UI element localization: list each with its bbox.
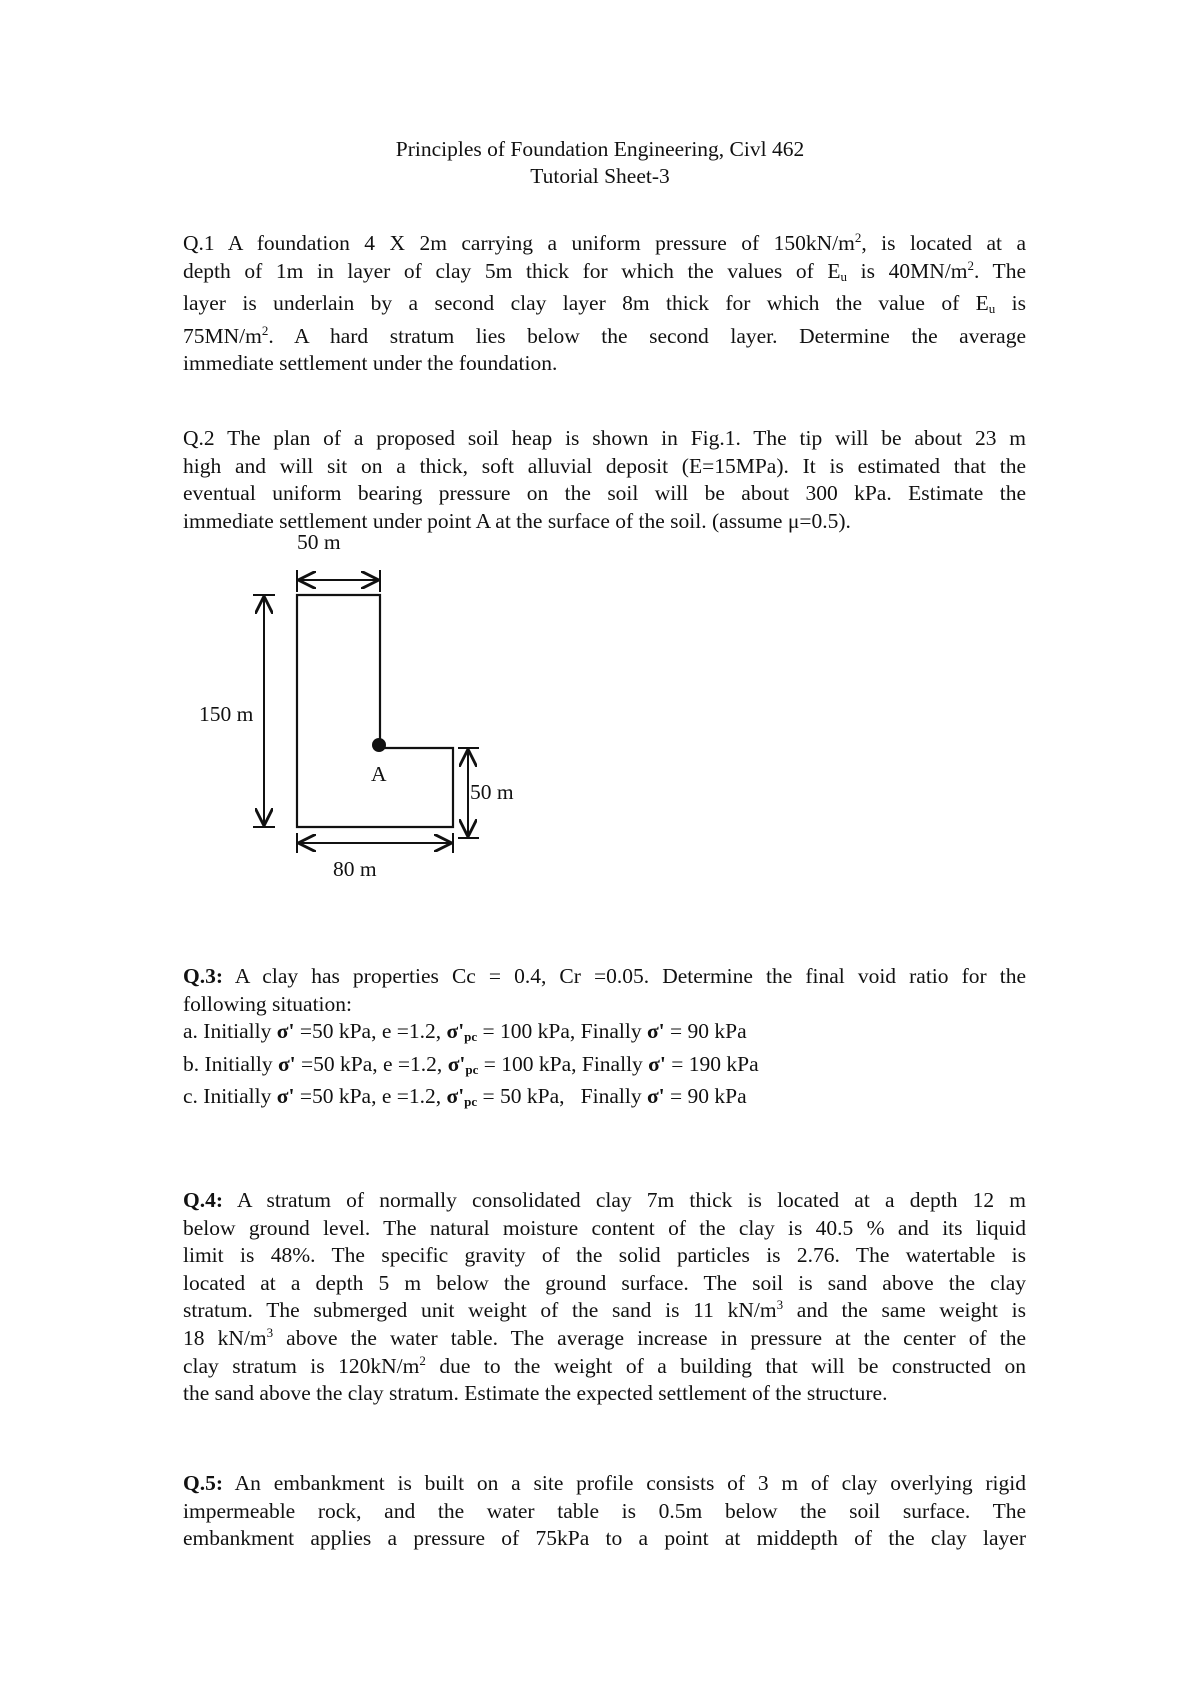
q3-text: b. Initially xyxy=(183,1051,278,1076)
q5-label: Q.5: xyxy=(183,1471,224,1495)
q1-text: layer is underlain by a second clay layer 8m thick for which the value of E xyxy=(183,291,989,316)
q2-line: high and will sit on a thick, soft alluvial deposit (E=15MPa). It is estimated that the xyxy=(183,453,1026,478)
q4-line xyxy=(183,1353,1026,1381)
figure-1-soil-heap-plan xyxy=(175,530,595,881)
label-base-width: 80 m xyxy=(333,857,377,881)
q1-line xyxy=(183,323,1026,351)
q3-label: Q.3: xyxy=(183,964,224,988)
label-point-a: A xyxy=(371,762,387,786)
q4-label: Q.4: xyxy=(183,1188,224,1212)
q1-line xyxy=(183,290,1026,323)
q1-text: , is located at a xyxy=(861,231,1026,255)
q1-text: is 40MN/m xyxy=(847,258,968,283)
sigma-symbol: σ' xyxy=(648,1051,666,1076)
q1-text: depth of 1m in layer of clay 5m thick for which the values of E xyxy=(183,258,841,283)
q4-line: below ground level. The natural moisture content of the clay is 40.5 % and its liquid xyxy=(183,1215,1026,1240)
q1-text: is xyxy=(995,291,1027,316)
q1-line xyxy=(183,230,1026,258)
q4-sup: 2 xyxy=(419,1352,426,1368)
q3-item-b xyxy=(183,1051,1026,1084)
sigma-pc-symbol: $\sigma'_{pc}$ xyxy=(446,1019,478,1045)
question-2 xyxy=(183,425,1026,535)
q3-text: = 90 kPa xyxy=(664,1084,747,1109)
q3-text: a. Initially xyxy=(183,1019,277,1044)
label-right-height: 50 m xyxy=(470,780,514,804)
q3-line: following situation: xyxy=(183,991,353,1016)
q4-line xyxy=(183,1187,1026,1215)
q4-text: stratum. The submerged unit weight of the sand is 11 kN/m xyxy=(183,1298,777,1323)
q3-item-c xyxy=(183,1083,1026,1116)
q4-line: limit is 48%. The specific gravity of the solid particles is 2.76. The watertable is xyxy=(183,1243,1026,1268)
q1-sup: 2 xyxy=(967,257,974,273)
q4-text: A stratum of normally consolidated clay 7m thick is located at a depth 12 m xyxy=(223,1188,1026,1212)
q3-text: A clay has properties Cc = 0.4, Cr =0.05. Determine the final void ratio for the xyxy=(223,964,1026,988)
q3-text: = 100 kPa, Finally xyxy=(477,1019,647,1044)
q5-line: embankment applies a pressure of 75kPa to a point at middepth of the clay layer xyxy=(183,1526,1026,1551)
q5-text: An embankment is built on a site profile consists of 3 m of clay overlying rigid xyxy=(223,1471,1026,1495)
q3-text: = 90 kPa xyxy=(664,1019,747,1044)
q1-line xyxy=(183,258,1026,291)
sigma-pc-symbol: $\sigma'_{pc}$ xyxy=(446,1084,478,1110)
q4-text: 18 kN/m xyxy=(183,1325,267,1350)
question-3 xyxy=(183,963,1026,1116)
course-title: Principles of Foundation Engineering, Civl 462 xyxy=(395,137,805,161)
q2-line: eventual uniform bearing pressure on the soil will be about 300 kPa. Estimate the xyxy=(183,481,1026,506)
q4-text: clay stratum is 120kN/m xyxy=(183,1353,420,1378)
sigma-symbol: σ' xyxy=(646,1019,665,1044)
q3-text: = 100 kPa, Finally xyxy=(478,1051,649,1076)
q3-text: = 190 kPa xyxy=(665,1051,759,1076)
sigma-symbol: σ' xyxy=(277,1051,296,1076)
question-1 xyxy=(183,230,1026,378)
q1-sub: u xyxy=(840,268,848,284)
point-a-marker xyxy=(372,738,386,752)
q4-text: above the water table. The average increase in pressure at the center of the xyxy=(273,1325,1027,1350)
q1-sup: 2 xyxy=(261,322,269,338)
q2-line: Q.2 The plan of a proposed soil heap is shown in Fig.1. The tip will be about 23 m xyxy=(183,426,1026,450)
q4-text: due to the weight of a building that will be constructed on xyxy=(425,1353,1026,1378)
q3-text: =50 kPa, e =1.2, xyxy=(295,1051,448,1076)
q4-line xyxy=(183,1297,1026,1325)
q4-sup: 3 xyxy=(776,1297,784,1313)
q1-line: immediate settlement under the foundation. xyxy=(183,351,558,376)
q1-text: 75MN/m xyxy=(183,323,262,348)
q1-text: . The xyxy=(973,258,1026,283)
q3-text: = 50 kPa, Finally xyxy=(477,1084,647,1109)
q3-text: =50 kPa, e =1.2, xyxy=(294,1084,447,1109)
question-4 xyxy=(183,1187,1026,1408)
label-top-width: 50 m xyxy=(297,530,341,554)
label-height: 150 m xyxy=(199,702,254,726)
q4-line: the sand above the clay stratum. Estimate the expected settlement of the structure. xyxy=(183,1381,888,1406)
sheet-title: Tutorial Sheet-3 xyxy=(530,164,670,188)
sigma-pc-symbol: $\sigma'_{pc}$ xyxy=(447,1051,479,1077)
q4-sup: 3 xyxy=(266,1324,274,1340)
q2-line: immediate settlement under point A at the surface of the soil. (assume μ=0.5). xyxy=(183,508,851,533)
question-5 xyxy=(183,1470,1026,1553)
q3-text: =50 kPa, e =1.2, xyxy=(294,1019,447,1044)
q4-text: and the same weight is xyxy=(783,1298,1026,1323)
sigma-symbol: σ' xyxy=(276,1084,295,1109)
q1-sup: 2 xyxy=(854,230,862,245)
q1-sub: u xyxy=(988,301,996,317)
q1-text: Q.1 A foundation 4 X 2m carrying a uniform pressure of 150kN/m xyxy=(183,231,855,255)
heap-outline xyxy=(297,595,453,827)
q5-line xyxy=(183,1470,1026,1498)
q3-text: c. Initially xyxy=(183,1084,277,1109)
q4-line xyxy=(183,1325,1026,1353)
q5-line: impermeable rock, and the water table is 0.5m below the soil surface. The xyxy=(183,1498,1026,1523)
q3-line xyxy=(183,963,1026,991)
q3-item-a xyxy=(183,1018,1026,1051)
q4-line: located at a depth 5 m below the ground surface. The soil is sand above the clay xyxy=(183,1270,1026,1295)
q1-text: . A hard stratum lies below the second layer. Determine the average xyxy=(268,323,1026,348)
sigma-symbol: σ' xyxy=(646,1084,665,1109)
sigma-symbol: σ' xyxy=(276,1019,295,1044)
